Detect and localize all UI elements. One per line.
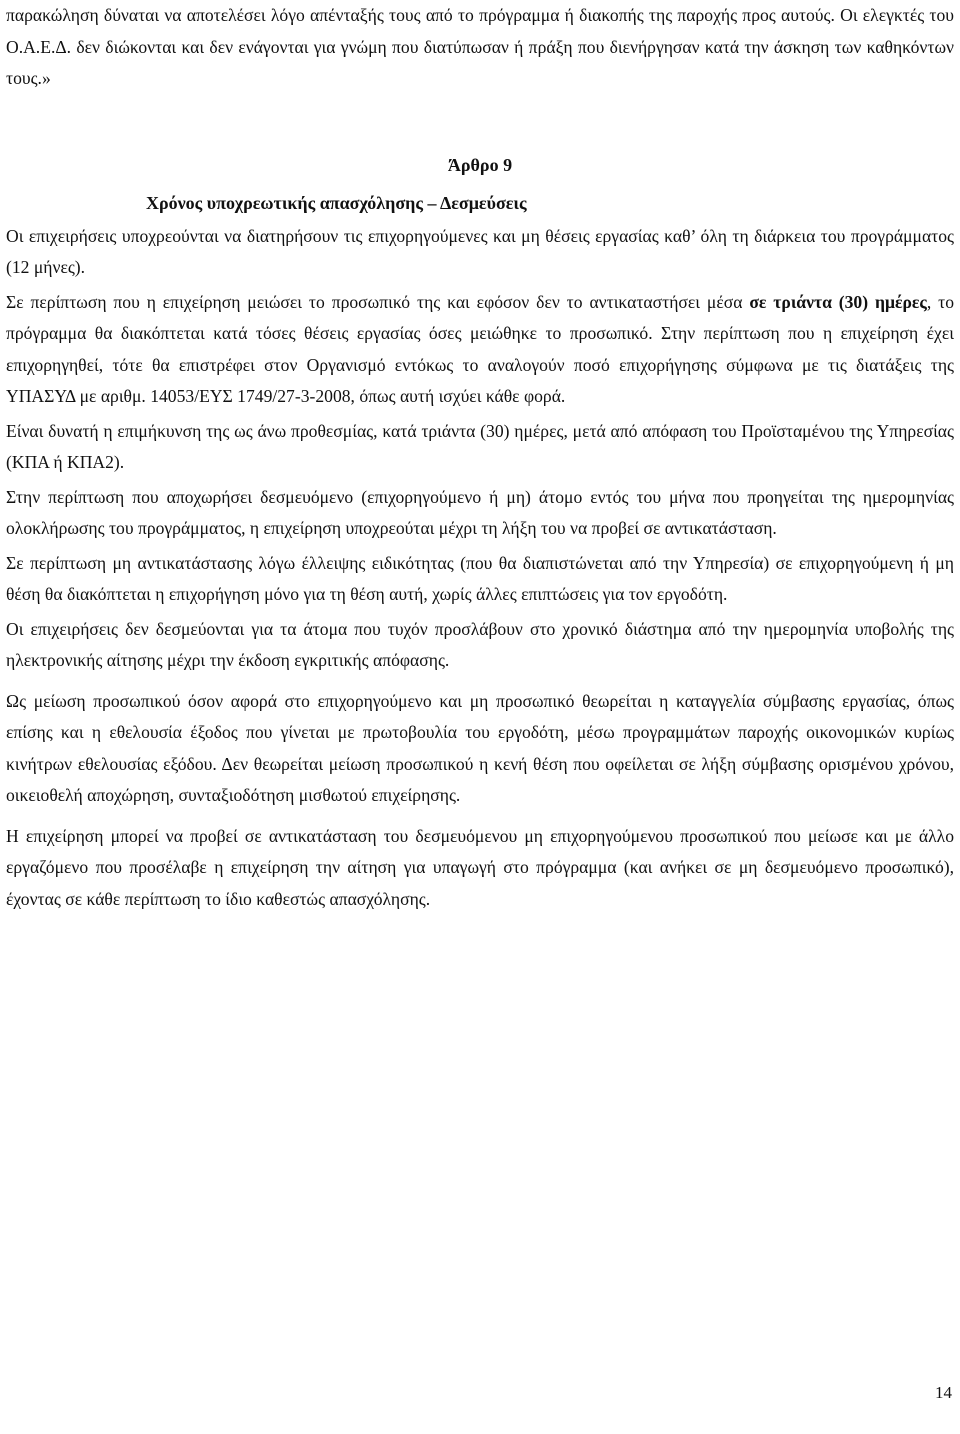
paragraph-staff-reduction: [6, 287, 954, 413]
intro-paragraph: παρακώληση δύναται να αποτελέσει λόγο απένταξής τους από το πρόγραμμα ή διακοπής της παροχής προς αυτούς. Οι ελεγκτές του Ο.Α.Ε.Δ. δεν διώκονται και δεν ενάγονται για γνώμη που διατύπωσαν ή πράξη που διενήργησαν κατά την άσκηση των καθηκόντων τους.»: [6, 5, 954, 88]
paragraph-obligation: Οι επιχειρήσεις υποχρεούνται να διατηρήσουν τις επιχορηγούμενες και μη θέσεις εργασίας καθ’ όλη τη διάρκεια του προγράμματος (12 μήνες).: [6, 225, 954, 277]
p2-start: Σε περίπτωση που η επιχείρηση μειώσει το προσωπικό της και εφόσον δεν το αντικαταστήσει μέσα: [6, 291, 750, 312]
p2-end: , το πρόγραμμα θα διακόπτεται κατά τόσες θέσεις εργασίας όσες μειώθηκε το προσωπικό. Στην περίπτωση που η επιχείρηση έχει επιχορηγηθεί, τότε θα επιστρέφει στον Οργανισμό εντόκως το αναλογούν ποσό επιχορήγησης σύμφωνα με τις διατάξεις της ΥΠΑΣΥΔ με αριθμ. 14053/ΕΥΣ 1749/27-3-2008, όπως αυτή ισχύει κάθε φορά.: [6, 291, 954, 406]
article-title: Άρθρο 9: [447, 154, 513, 175]
article-subtitle: Χρόνος υποχρεωτικής απασχόλησης – Δεσμεύσεις: [146, 192, 527, 213]
paragraph-replacement: Η επιχείρηση μπορεί να προβεί σε αντικατάσταση του δεσμευόμενου μη επιχορηγούμενου προσωπικού που μείωσε και με άλλο εργαζόμενο που προσέλαβε η επιχείρηση την αίτηση για υπαγωγή στο πρόγραμμα (και ανήκει σε μη δεσμευόμενο προσωπικό), έχοντας σε κάθε περίπτωση το ίδιο καθεστώς απασχόλησης.: [6, 825, 954, 909]
paragraph-non-replacement: Σε περίπτωση μη αντικατάστασης λόγω έλλειψης ειδικότητας (που θα διαπιστώνεται από την Υπηρεσία) σε επιχορηγούμενη ή μη θέση θα διακόπτεται η επιχορήγηση μόνο για τη θέση αυτή, χωρίς άλλες επιπτώσεις για τον εργοδότη.: [6, 552, 954, 604]
paragraph-departure: Στην περίπτωση που αποχωρήσει δεσμευόμενο (επιχορηγούμενο ή μη) άτομο εντός του μήνα που προηγείται της ημερομηνίας ολοκλήρωσης του προγράμματος, η επιχείρηση υποχρεούται μέχρι τη λήξη του να προβεί σε αντικατάσταση.: [6, 486, 954, 538]
paragraph-extension: Είναι δυνατή η επιμήκυνση της ως άνω προθεσμίας, κατά τριάντα (30) ημέρες, μετά από απόφαση του Προϊσταμένου της Υπηρεσίας (ΚΠΑ ή ΚΠΑ2).: [6, 420, 954, 472]
paragraph-reduction-definition: Ως μείωση προσωπικού όσον αφορά στο επιχορηγούμενο και μη προσωπικό θεωρείται η καταγγελία σύμβασης εργασίας, όπως επίσης και η εθελουσία έξοδος που γίνεται με πρωτοβουλία του εργοδότη, μέσω προγραμμάτων παροχής οικονομικών κυρίως κινήτρων εθελουσίας εξόδου. Δεν θεωρείται μείωση προσωπικού η κενή θέση που οφείλεται σε λήξη σύμβασης ορισμένου χρόνου, οικειοθελή αποχώρηση, συνταξιοδότηση μισθωτού επιχείρησης.: [6, 690, 954, 805]
page-number: 14: [935, 1383, 952, 1402]
p2-bold-deadline: σε τριάντα (30) ημέρες: [749, 291, 927, 312]
paragraph-no-commitment: Οι επιχειρήσεις δεν δεσμεύονται για τα άτομα που τυχόν προσλάβουν στο χρονικό διάστημα από την ημερομηνία υποβολής της ηλεκτρονικής αίτησης μέχρι την έκδοση εγκριτικής απόφασης.: [6, 618, 954, 670]
document-page: [6, 0, 954, 915]
